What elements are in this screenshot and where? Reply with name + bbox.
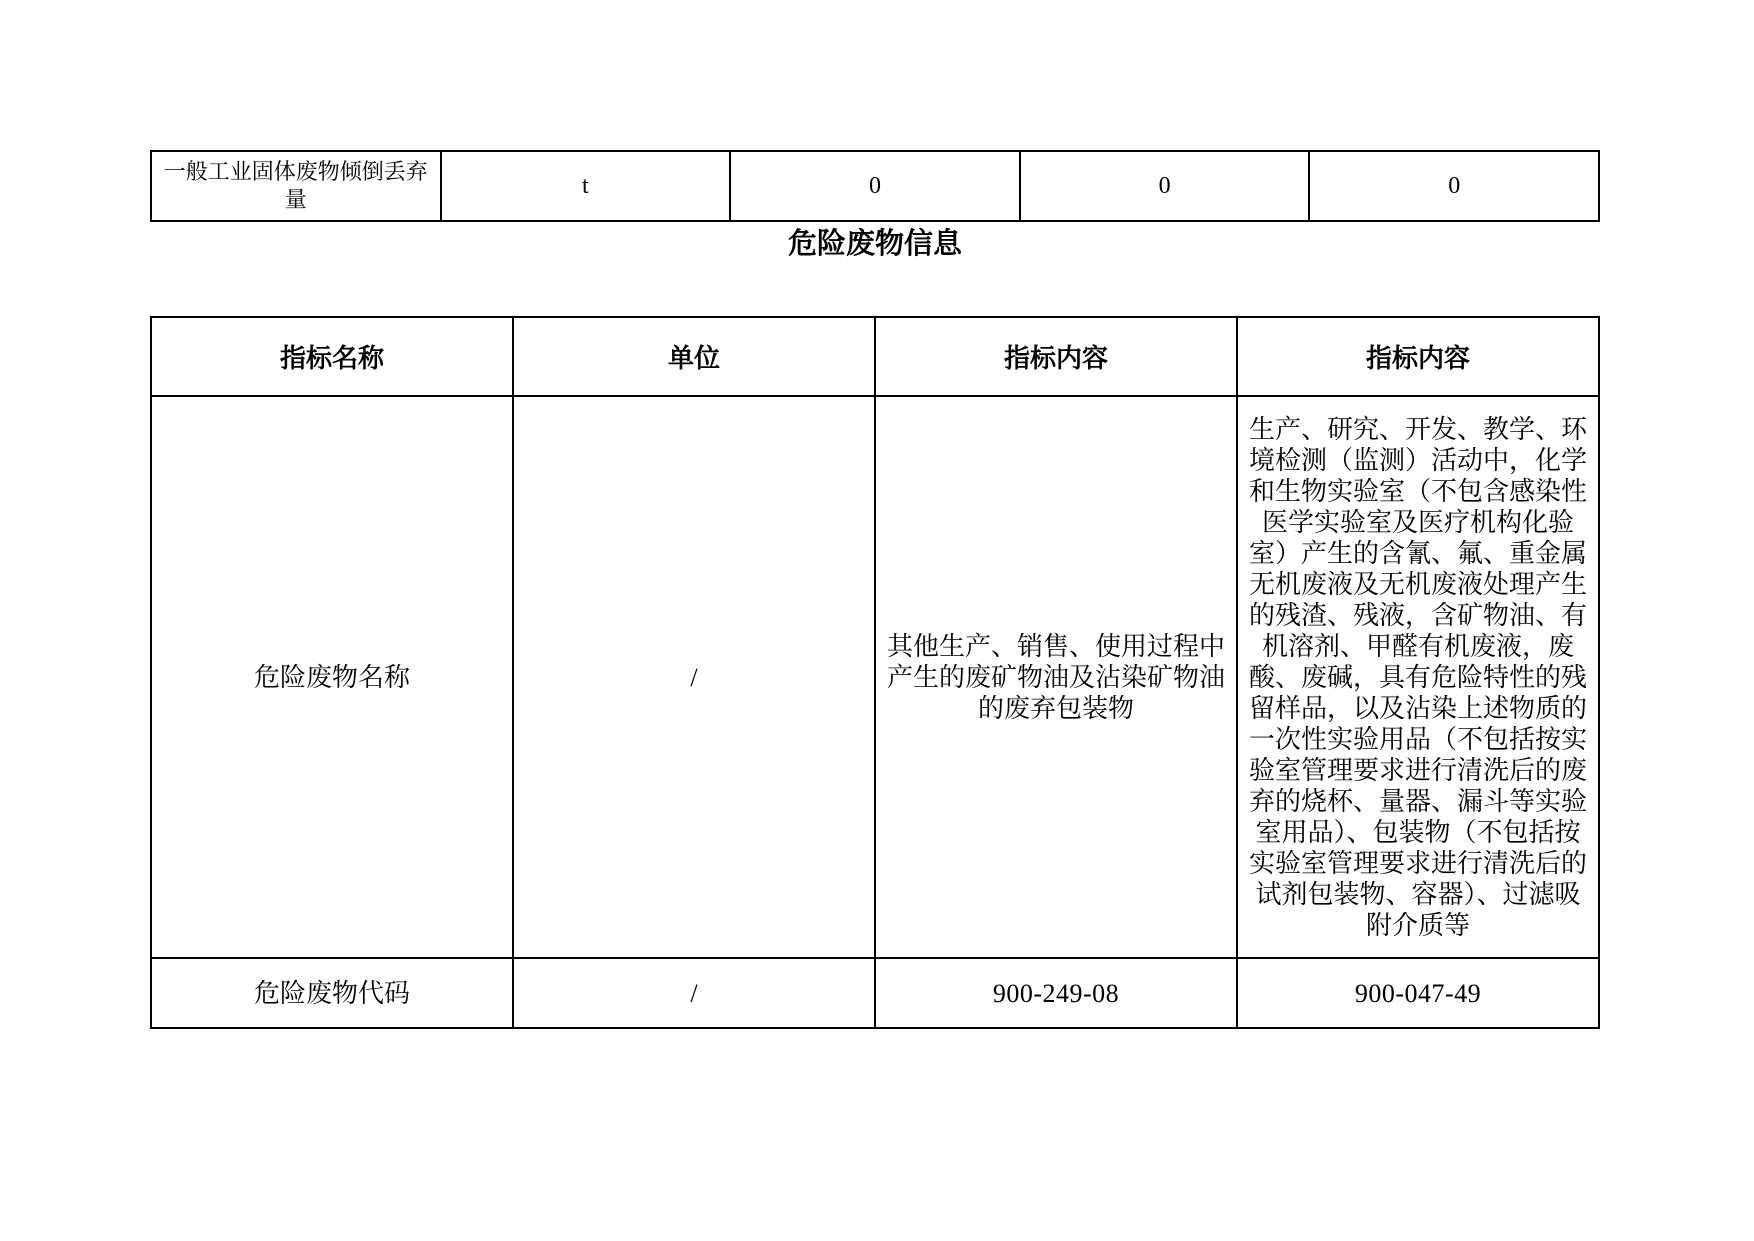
value-cell: 0 bbox=[1309, 151, 1599, 221]
table-row-waste-code bbox=[151, 958, 1599, 1028]
indicator-name-cell: 危险废物代码 bbox=[151, 958, 513, 1028]
general-solid-waste-table-fragment bbox=[150, 150, 1600, 222]
header-indicator-content-1: 指标内容 bbox=[875, 317, 1237, 396]
header-indicator-name: 指标名称 bbox=[151, 317, 513, 396]
waste-name-content-cell: 生产、研究、开发、教学、环境检测（监测）活动中，化学和生物实验室（不包含感染性医学实验室及医疗机构化验室）产生的含氰、氟、重金属无机废液及无机废液处理产生的残渣、残液，含矿物油、有机溶剂、甲醛有机废液，废酸、废碱，具有危险特性的残留样品，以及沾染上述物质的一次性实验用品（不包括按实验室管理要求进行清洗后的废弃的烧杯、量器、漏斗等实验室用品）、包装物（不包括按实验室管理要求进行清洗后的试剂包装物、容器）、过滤吸附介质等 bbox=[1237, 396, 1599, 958]
header-indicator-content-2: 指标内容 bbox=[1237, 317, 1599, 396]
hazardous-waste-table bbox=[150, 316, 1600, 1029]
waste-name-content-cell: 其他生产、销售、使用过程中产生的废矿物油及沾染矿物油的废弃包装物 bbox=[875, 396, 1237, 958]
value-cell: 0 bbox=[1020, 151, 1310, 221]
unit-cell: / bbox=[513, 958, 875, 1028]
table-row bbox=[151, 151, 1599, 221]
value-cell: 0 bbox=[730, 151, 1020, 221]
section-title: 危险废物信息 bbox=[787, 228, 962, 260]
header-row bbox=[151, 317, 1599, 396]
waste-code-cell: 900-047-49 bbox=[1237, 958, 1599, 1028]
unit-cell: t bbox=[441, 151, 731, 221]
table-row-waste-name bbox=[151, 396, 1599, 958]
waste-code-cell: 900-249-08 bbox=[875, 958, 1237, 1028]
header-unit: 单位 bbox=[513, 317, 875, 396]
unit-cell: / bbox=[513, 396, 875, 958]
indicator-name-cell: 危险废物名称 bbox=[151, 396, 513, 958]
indicator-name-cell: 一般工业固体废物倾倒丢弃量 bbox=[151, 151, 441, 221]
